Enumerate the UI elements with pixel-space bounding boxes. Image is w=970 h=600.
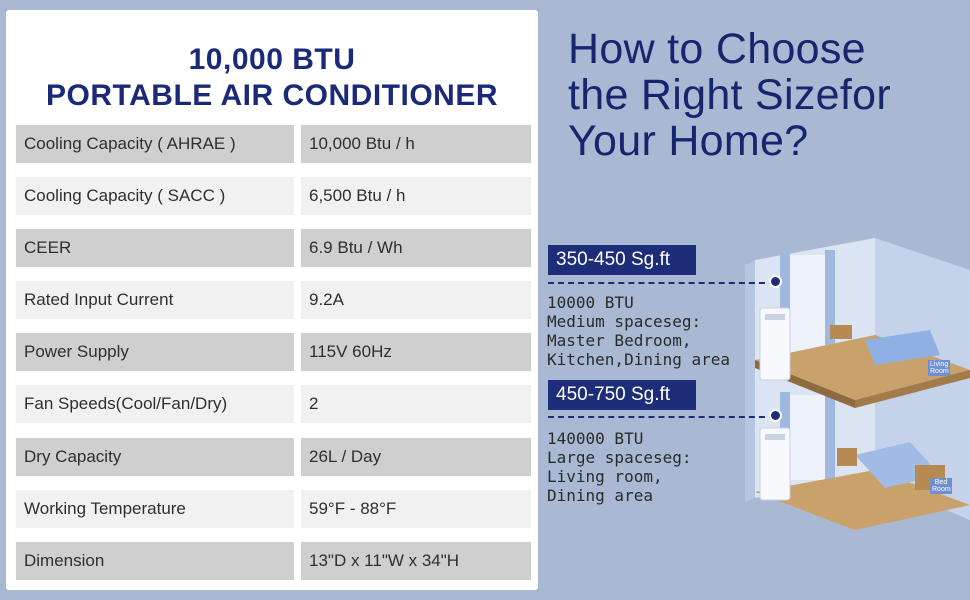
callout-line [548, 282, 775, 284]
callout-dot [769, 275, 782, 288]
spec-value: 9.2A [301, 281, 531, 319]
spec-label: Working Temperature [16, 490, 294, 528]
spec-row [16, 229, 536, 267]
window-upper [785, 255, 830, 355]
headline [568, 26, 963, 164]
bedside-table [837, 448, 857, 466]
size-badge: 350-450 Sg.ft [548, 245, 696, 275]
spec-label: Cooling Capacity ( SACC ) [16, 177, 294, 215]
spec-card [6, 10, 538, 590]
curtain-lower-right [825, 390, 835, 487]
spec-value: 6.9 Btu / Wh [301, 229, 531, 267]
spec-label: Fan Speeds(Cool/Fan/Dry) [16, 385, 294, 423]
spec-label: CEER [16, 229, 294, 267]
spec-row [16, 490, 536, 528]
spec-value: 13"D x 11"W x 34"H [301, 542, 531, 580]
spec-value: 2 [301, 385, 531, 423]
spec-title-line1: 10,000 BTU [188, 43, 356, 76]
spec-label: Rated Input Current [16, 281, 294, 319]
spec-value: 115V 60Hz [301, 333, 531, 371]
callout-dot [769, 409, 782, 422]
callout-line [548, 416, 775, 418]
spec-value: 6,500 Btu / h [301, 177, 531, 215]
spec-row [16, 281, 536, 319]
spec-value: 59°F - 88°F [301, 490, 531, 528]
spec-label: Dimension [16, 542, 294, 580]
headline-line3: Your Home? [568, 117, 809, 165]
spec-row [16, 177, 536, 215]
headline-line1: How to Choose [568, 25, 866, 73]
spec-title [6, 42, 538, 114]
room-tag-bed: Bed Room [932, 479, 951, 493]
size-description: 10000 BTU Medium spaceseg: Master Bedroom, Kitchen,Dining area [547, 293, 731, 369]
spec-label: Dry Capacity [16, 438, 294, 476]
spec-row [16, 438, 536, 476]
spec-label: Cooling Capacity ( AHRAE ) [16, 125, 294, 163]
spec-title-line2: PORTABLE AIR CONDITIONER [46, 79, 498, 112]
ac-unit-upper-panel [765, 314, 785, 320]
spec-label: Power Supply [16, 333, 294, 371]
window-lower [785, 395, 830, 480]
room-tag-living: Living Room [930, 361, 949, 375]
spec-row [16, 125, 536, 163]
spec-row [16, 385, 536, 423]
spec-row [16, 333, 536, 371]
spec-table [16, 125, 536, 594]
size-description: 140000 BTU Large spaceseg: Living room, Dining area [547, 429, 692, 505]
ac-unit-lower-panel [765, 434, 785, 440]
side-table-upper [830, 325, 852, 339]
left-wall [745, 260, 755, 502]
spec-value: 26L / Day [301, 438, 531, 476]
spec-row [16, 542, 536, 580]
spec-value: 10,000 Btu / h [301, 125, 531, 163]
size-badge: 450-750 Sg.ft [548, 380, 696, 410]
headline-line2: the Right Sizefor [568, 71, 891, 119]
